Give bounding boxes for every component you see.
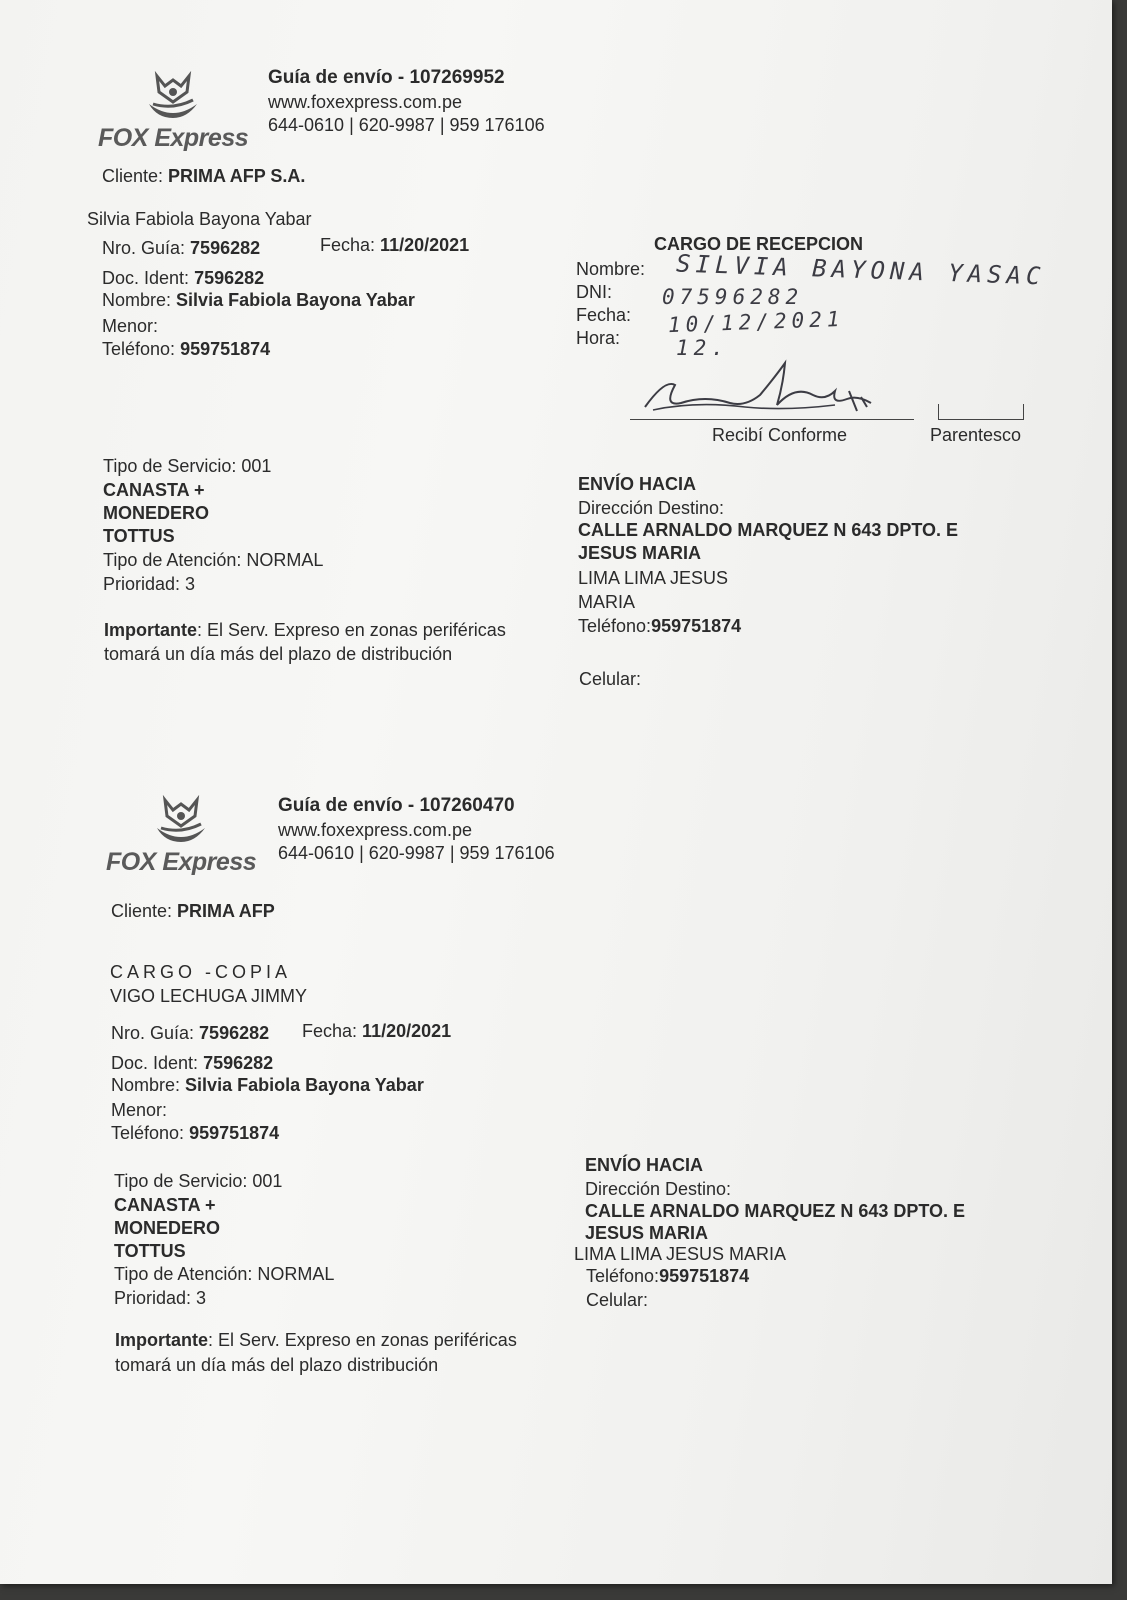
doc-ident-row bbox=[102, 268, 264, 289]
client-row bbox=[111, 901, 275, 922]
fecha-row bbox=[302, 1021, 451, 1042]
nro-guia-row bbox=[111, 1023, 269, 1044]
client-label: Cliente: bbox=[102, 166, 164, 186]
fecha-label: Fecha: bbox=[302, 1021, 358, 1041]
address-line-1: CALLE ARNALDO MARQUEZ N 643 DPTO. E bbox=[578, 520, 959, 540]
client-value: PRIMA AFP S.A. bbox=[168, 166, 306, 186]
phone-numbers: 644-0610 | 620-9987 | 959 176106 bbox=[278, 843, 555, 863]
nro-guia-value: 7596282 bbox=[199, 1023, 270, 1043]
importante-label: Importante bbox=[104, 620, 198, 640]
cargo-title: CARGO DE RECEPCION bbox=[654, 234, 864, 254]
direccion-label: Dirección Destino: bbox=[585, 1179, 732, 1199]
fecha-row bbox=[320, 235, 469, 256]
signature-icon bbox=[635, 355, 895, 425]
parentesco-line bbox=[938, 419, 1024, 420]
website-link[interactable]: www.foxexpress.com.pe bbox=[278, 820, 473, 840]
courier-name: VIGO LECHUGA JIMMY bbox=[110, 986, 308, 1006]
city-line: LIMA LIMA JESUS MARIA bbox=[574, 1244, 787, 1264]
direccion-label: Dirección Destino: bbox=[578, 498, 725, 518]
tipo-servicio: Tipo de Servicio: 001 bbox=[114, 1171, 283, 1191]
telefono-row bbox=[102, 339, 270, 360]
importante-label: Importante bbox=[115, 1330, 209, 1350]
fecha-label: Fecha: bbox=[320, 235, 376, 255]
cargo-copia-label: CARGO -COPIA bbox=[110, 962, 292, 982]
envio-telefono-label: Teléfono: bbox=[586, 1266, 660, 1286]
cargo-hora-label: Hora: bbox=[576, 328, 621, 348]
telefono-value: 959751874 bbox=[189, 1123, 280, 1143]
parentesco-tick-right bbox=[1023, 404, 1024, 419]
cargo-fecha-label: Fecha: bbox=[576, 305, 632, 325]
website-link[interactable]: www.foxexpress.com.pe bbox=[268, 92, 463, 112]
menor-label: Menor: bbox=[102, 316, 159, 336]
telefono-row bbox=[111, 1123, 279, 1144]
doc-ident-row bbox=[111, 1053, 273, 1074]
client-label: Cliente: bbox=[111, 901, 173, 921]
doc-ident-label: Doc. Ident: bbox=[102, 268, 190, 288]
nro-guia-label: Nro. Guía: bbox=[102, 238, 186, 258]
tipo-servicio: Tipo de Servicio: 001 bbox=[103, 456, 272, 476]
client-row bbox=[102, 166, 305, 187]
doc-ident-label: Doc. Ident: bbox=[111, 1053, 199, 1073]
signature-line bbox=[630, 419, 914, 420]
menor-label: Menor: bbox=[111, 1100, 168, 1120]
envio-telefono-label: Teléfono: bbox=[578, 616, 652, 636]
service-line-2: MONEDERO bbox=[103, 503, 210, 523]
envio-heading: ENVÍO HACIA bbox=[578, 474, 697, 494]
nombre-row bbox=[111, 1075, 424, 1096]
telefono-value: 959751874 bbox=[180, 339, 271, 359]
importante-note bbox=[104, 620, 506, 641]
address-line-1: CALLE ARNALDO MARQUEZ N 643 DPTO. E bbox=[585, 1201, 966, 1221]
client-value: PRIMA AFP bbox=[177, 901, 275, 921]
fox-logo-icon bbox=[151, 794, 211, 849]
recipient-name: Silvia Fabiola Bayona Yabar bbox=[87, 209, 312, 229]
celular-label: Celular: bbox=[586, 1290, 649, 1310]
nro-guia-value: 7596282 bbox=[190, 238, 261, 258]
doc-ident-value: 7596282 bbox=[203, 1053, 274, 1073]
cargo-hora-handwritten: 12. bbox=[676, 336, 729, 360]
tipo-atencion: Tipo de Atención: NORMAL bbox=[114, 1264, 335, 1284]
nombre-label: Nombre: bbox=[102, 290, 172, 310]
city-line-1: LIMA LIMA JESUS bbox=[578, 568, 729, 588]
recibi-conforme-label: Recibí Conforme bbox=[712, 425, 848, 445]
celular-label: Celular: bbox=[579, 669, 642, 689]
cargo-nombre-handwritten: SILVIA BAYONA YASAC bbox=[675, 249, 1046, 291]
logo-wordmark: FOX Express bbox=[106, 848, 257, 876]
parentesco-tick-left bbox=[938, 404, 939, 419]
envio-telefono-value: 959751874 bbox=[659, 1266, 750, 1286]
envio-telefono-row bbox=[578, 616, 741, 637]
address-line-2: JESUS MARIA bbox=[585, 1223, 709, 1243]
service-line-3: TOTTUS bbox=[103, 526, 175, 546]
nro-guia-label: Nro. Guía: bbox=[111, 1023, 195, 1043]
importante-line-1: : El Serv. Expreso en zonas periféricas bbox=[208, 1330, 517, 1350]
importante-note bbox=[115, 1330, 517, 1351]
nro-guia-row bbox=[102, 238, 260, 259]
tipo-atencion: Tipo de Atención: NORMAL bbox=[103, 550, 324, 570]
guide-title: Guía de envío - 107260470 bbox=[278, 795, 515, 816]
nombre-label: Nombre: bbox=[111, 1075, 181, 1095]
cargo-nombre-label: Nombre: bbox=[576, 259, 646, 279]
parentesco-label: Parentesco bbox=[930, 425, 1022, 445]
fecha-value: 11/20/2021 bbox=[362, 1021, 452, 1041]
service-line-1: CANASTA + bbox=[103, 480, 205, 500]
telefono-label: Teléfono: bbox=[102, 339, 176, 359]
importante-line-2: tomará un día más del plazo de distribución bbox=[104, 644, 453, 664]
telefono-label: Teléfono: bbox=[111, 1123, 185, 1143]
cargo-fecha-handwritten: 10/12/2021 bbox=[667, 306, 845, 338]
importante-line-1: : El Serv. Expreso en zonas periféricas bbox=[197, 620, 506, 640]
city-line-2: MARIA bbox=[578, 592, 636, 612]
nombre-row bbox=[102, 290, 415, 311]
envio-heading: ENVÍO HACIA bbox=[585, 1155, 704, 1175]
prioridad: Prioridad: 3 bbox=[103, 574, 196, 594]
envio-telefono-value: 959751874 bbox=[651, 616, 742, 636]
prioridad: Prioridad: 3 bbox=[114, 1288, 207, 1308]
envio-telefono-row bbox=[586, 1266, 749, 1287]
nombre-value: Silvia Fabiola Bayona Yabar bbox=[176, 290, 415, 310]
importante-line-2: tomará un día más del plazo distribución bbox=[115, 1355, 439, 1375]
fox-logo-icon bbox=[143, 70, 203, 125]
service-line-1: CANASTA + bbox=[114, 1195, 216, 1215]
logo-wordmark: FOX Express bbox=[98, 124, 249, 152]
address-line-2: JESUS MARIA bbox=[578, 543, 702, 563]
fecha-value: 11/20/2021 bbox=[380, 235, 470, 255]
service-line-3: TOTTUS bbox=[114, 1241, 186, 1261]
service-line-2: MONEDERO bbox=[114, 1218, 221, 1238]
nombre-value: Silvia Fabiola Bayona Yabar bbox=[185, 1075, 424, 1095]
cargo-dni-handwritten: 07596282 bbox=[662, 285, 804, 309]
cargo-dni-label: DNI: bbox=[576, 282, 612, 302]
doc-ident-value: 7596282 bbox=[194, 268, 265, 288]
phone-numbers: 644-0610 | 620-9987 | 959 176106 bbox=[268, 115, 545, 135]
guide-title: Guía de envío - 107269952 bbox=[268, 67, 505, 88]
